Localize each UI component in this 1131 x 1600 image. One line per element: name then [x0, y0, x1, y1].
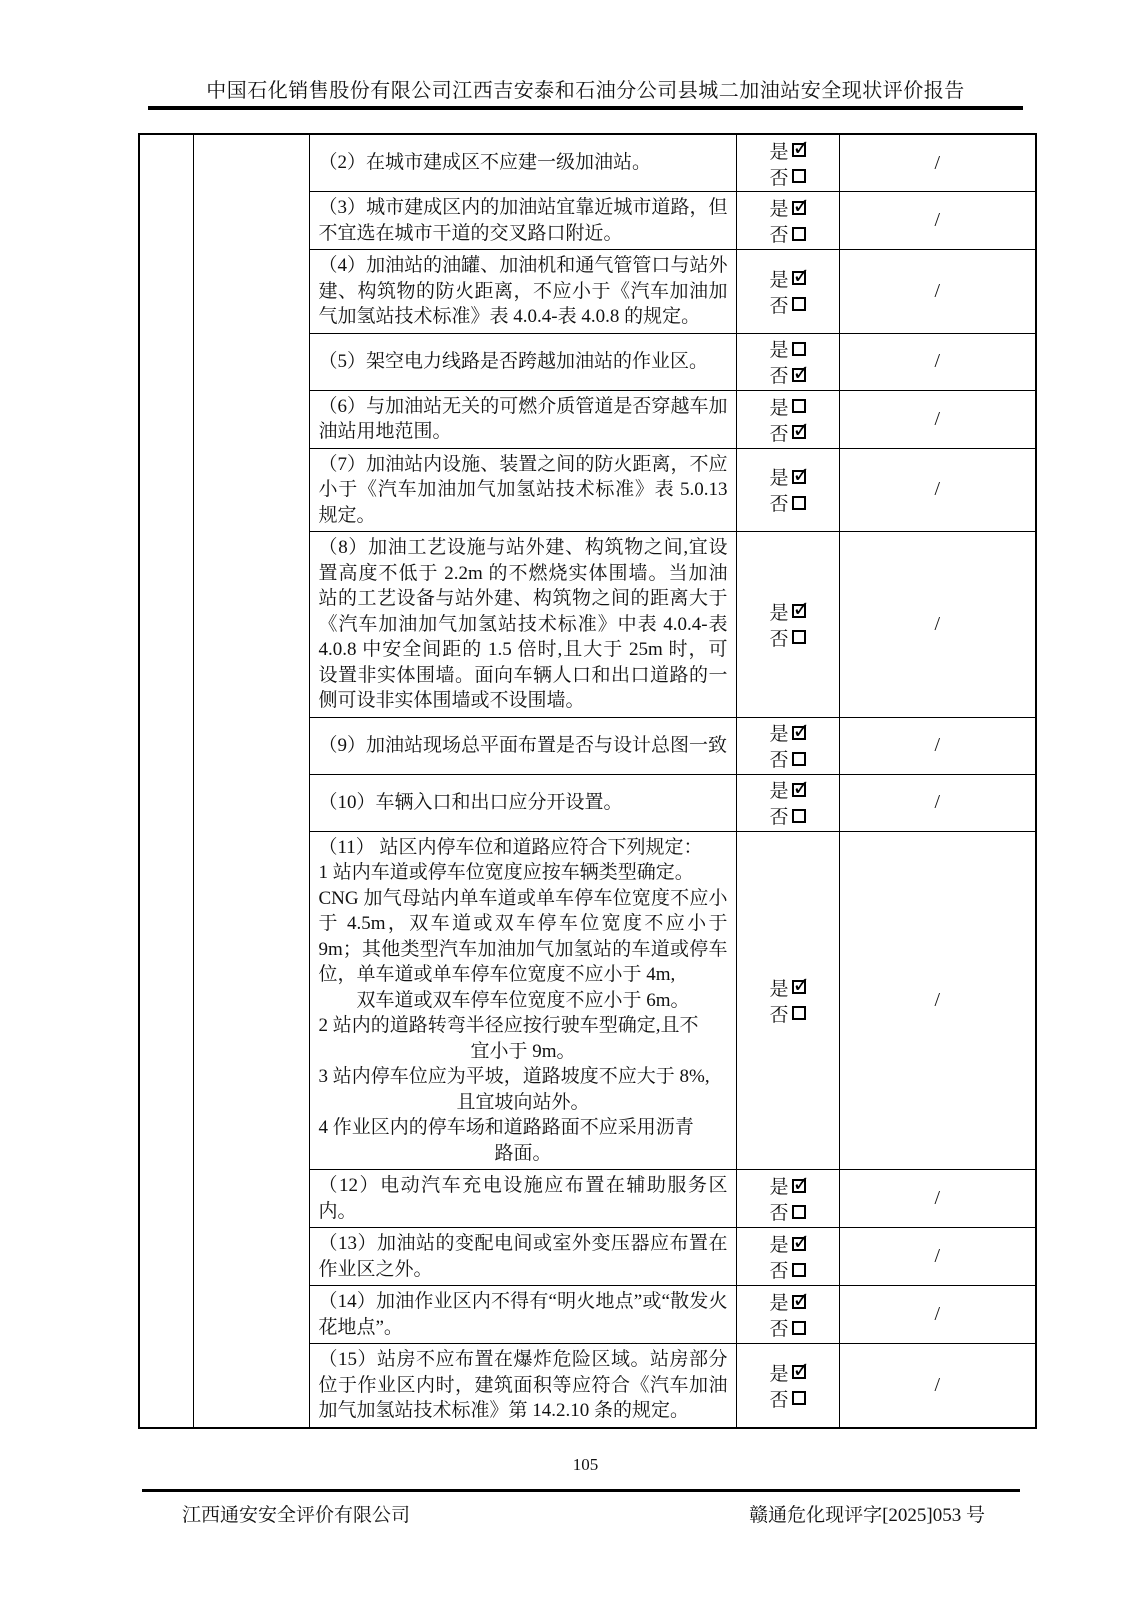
- result-value: /: [839, 1170, 1036, 1228]
- item-text: （11） 站区内停车位和道路应符合下列规定： 1 站内车道或停车位宽度应按车辆类型确定。 CNG 加气母站内单车道或单车停车位宽度不应小于 4.5m，双车道或双车停车位宽度不应小于 9m；其他类型汽车加油加气加氢站的车道或停车位，单车道或单车停车位宽度不应小于 4m, 双车道或双车停车位宽度不应小于 6m。 2 站内的道路转弯半径应按行驶车型确定,且不 宜小于 9m。 3 站内停车位应为平坡，道路坡度不应大于 8%, 且宜坡向站外。 4 作业区内的停车场和道路路面不应采用沥青 路面。: [309, 831, 736, 1170]
- yes-no-cell: [736, 1344, 839, 1428]
- yes-option: [737, 137, 839, 163]
- no-option: [737, 419, 839, 445]
- no-label: 否: [769, 1389, 789, 1411]
- no-option: [737, 1199, 839, 1225]
- yes-label: 是: [769, 397, 789, 419]
- yes-label: 是: [769, 978, 789, 1000]
- no-checkbox[interactable]: [792, 752, 806, 766]
- no-checkbox[interactable]: [792, 227, 806, 241]
- yes-label: 是: [769, 1363, 789, 1385]
- yes-checkbox[interactable]: [792, 143, 806, 157]
- no-label: 否: [769, 494, 789, 516]
- no-label: 否: [769, 1319, 789, 1340]
- no-label: 否: [769, 807, 789, 828]
- yes-checkbox[interactable]: [792, 1179, 806, 1193]
- yes-no-cell: [736, 831, 839, 1170]
- yes-checkbox[interactable]: [792, 470, 806, 484]
- no-option: [737, 1385, 839, 1411]
- no-option: [737, 1000, 839, 1026]
- yes-no-cell: [736, 390, 839, 448]
- table-row: [139, 134, 1036, 192]
- yes-checkbox[interactable]: [792, 726, 806, 740]
- no-checkbox[interactable]: [792, 368, 806, 382]
- no-label: 否: [769, 1203, 789, 1224]
- no-option: [737, 221, 839, 247]
- yes-option: [737, 1231, 839, 1257]
- yes-label: 是: [769, 781, 789, 802]
- page-number: 105: [572, 1455, 599, 1474]
- yes-checkbox[interactable]: [792, 980, 806, 994]
- result-value: /: [839, 448, 1036, 532]
- no-checkbox[interactable]: [792, 809, 806, 823]
- result-value: /: [839, 532, 1036, 718]
- no-option: [737, 1257, 839, 1283]
- no-label: 否: [769, 366, 789, 387]
- item-text: （7）加油站内设施、装置之间的防火距离，不应小于《汽车加油加气加氢站技术标准》表 5.0.13 规定。: [309, 448, 736, 532]
- no-checkbox[interactable]: [792, 1263, 806, 1277]
- result-value: /: [839, 1228, 1036, 1286]
- yes-option: [737, 598, 839, 624]
- result-value: /: [839, 717, 1036, 774]
- item-text: （10）车辆入口和出口应分开设置。: [309, 774, 736, 831]
- no-option: [737, 746, 839, 772]
- yes-label: 是: [769, 468, 789, 490]
- yes-checkbox[interactable]: [792, 1295, 806, 1309]
- item-text: （13）加油站的变配电间或室外变压器应布置在作业区之外。: [309, 1228, 736, 1286]
- result-value: /: [839, 1286, 1036, 1344]
- no-option: [737, 163, 839, 189]
- yes-checkbox[interactable]: [792, 1365, 806, 1379]
- yes-no-cell: [736, 1286, 839, 1344]
- yes-no-cell: [736, 134, 839, 192]
- footer-company: 江西通安安全评价有限公司: [182, 1505, 411, 1526]
- item-text: （14）加油作业区内不得有“明火地点”或“散发火花地点”。: [309, 1286, 736, 1344]
- no-option: [737, 624, 839, 650]
- no-label: 否: [769, 628, 789, 650]
- yes-label: 是: [769, 724, 789, 745]
- yes-no-cell: [736, 532, 839, 718]
- item-text: （12）电动汽车充电设施应布置在辅助服务区内。: [309, 1170, 736, 1228]
- header-rule: [148, 106, 1023, 110]
- item-text: （2）在城市建成区不应建一级加油站。: [309, 134, 736, 192]
- yes-no-cell: [736, 1228, 839, 1286]
- yes-option: [737, 195, 839, 221]
- no-label: 否: [769, 750, 789, 771]
- yes-no-cell: [736, 333, 839, 390]
- no-label: 否: [769, 225, 789, 246]
- yes-no-cell: [736, 717, 839, 774]
- no-checkbox[interactable]: [792, 1006, 806, 1020]
- no-option: [737, 291, 839, 317]
- no-option: [737, 1315, 839, 1341]
- yes-option: [737, 464, 839, 490]
- yes-option: [737, 777, 839, 803]
- no-checkbox[interactable]: [792, 1391, 806, 1405]
- item-text: （5）架空电力线路是否跨越加油站的作业区。: [309, 333, 736, 390]
- no-label: 否: [769, 295, 789, 317]
- no-checkbox[interactable]: [792, 425, 806, 439]
- yes-option: [737, 1289, 839, 1315]
- no-checkbox[interactable]: [792, 496, 806, 510]
- yes-option: [737, 1359, 839, 1385]
- item-text: （4）加油站的油罐、加油机和通气管管口与站外建、构筑物的防火距离，不应小于《汽车加油加气加氢站技术标准》表 4.0.4-表 4.0.8 的规定。: [309, 250, 736, 334]
- yes-no-cell: [736, 448, 839, 532]
- yes-option: [737, 1173, 839, 1199]
- item-text: （9）加油站现场总平面布置是否与设计总图一致: [309, 717, 736, 774]
- yes-option: [737, 720, 839, 746]
- yes-label: 是: [769, 1293, 789, 1314]
- yes-label: 是: [769, 1177, 789, 1198]
- yes-checkbox[interactable]: [792, 271, 806, 285]
- result-value: /: [839, 250, 1036, 334]
- report-title: 中国石化销售股份有限公司江西吉安泰和石油分公司县城二加油站安全现状评价报告: [206, 80, 965, 102]
- footer-doc-number: 赣通危化现评字[2025]053 号: [749, 1505, 985, 1526]
- yes-option: [737, 265, 839, 291]
- result-value: /: [839, 333, 1036, 390]
- yes-option: [737, 393, 839, 419]
- result-value: /: [839, 390, 1036, 448]
- no-option: [737, 803, 839, 829]
- category-column: [193, 134, 309, 1428]
- result-value: /: [839, 134, 1036, 192]
- yes-checkbox[interactable]: [792, 783, 806, 797]
- yes-label: 是: [769, 269, 789, 291]
- yes-checkbox[interactable]: [792, 604, 806, 618]
- no-checkbox[interactable]: [792, 1321, 806, 1335]
- item-text: （8）加油工艺设施与站外建、构筑物之间,宜设置高度不低于 2.2m 的不燃烧实体围墙。当加油站的工艺设备与站外建、构筑物之间的距离大于《汽车加油加气加氢站技术标准》中表 4.0.4-表 4.0.8 中安全间距的 1.5 倍时,且大于 25m 时，可设置非实体围墙。面向车辆人口和出口道路的一侧可设非实体围墙或不设围墙。: [309, 532, 736, 718]
- footer-rule: [142, 1489, 1020, 1492]
- no-option: [737, 362, 839, 388]
- yes-label: 是: [769, 602, 789, 624]
- no-checkbox[interactable]: [792, 1205, 806, 1219]
- yes-checkbox[interactable]: [792, 1237, 806, 1251]
- yes-option: [737, 974, 839, 1000]
- serial-column: [139, 134, 193, 1428]
- no-label: 否: [769, 1004, 789, 1026]
- yes-label: 是: [769, 141, 789, 163]
- no-label: 否: [769, 167, 789, 189]
- item-text: （15）站房不应布置在爆炸危险区域。站房部分位于作业区内时，建筑面积等应符合《汽车加油加气加氢站技术标准》第 14.2.10 条的规定。: [309, 1344, 736, 1428]
- yes-label: 是: [769, 340, 789, 361]
- yes-checkbox[interactable]: [792, 399, 806, 413]
- result-value: /: [839, 1344, 1036, 1428]
- yes-label: 是: [769, 199, 789, 220]
- item-text: （6）与加油站无关的可燃介质管道是否穿越车加油站用地范围。: [309, 390, 736, 448]
- yes-no-cell: [736, 250, 839, 334]
- yes-option: [737, 336, 839, 362]
- result-value: /: [839, 192, 1036, 250]
- yes-checkbox[interactable]: [792, 342, 806, 356]
- yes-no-cell: [736, 192, 839, 250]
- result-value: /: [839, 831, 1036, 1170]
- yes-label: 是: [769, 1235, 789, 1256]
- no-label: 否: [769, 423, 789, 445]
- no-option: [737, 490, 839, 516]
- yes-checkbox[interactable]: [792, 201, 806, 215]
- checklist-table: [138, 133, 1037, 1429]
- no-checkbox[interactable]: [792, 169, 806, 183]
- no-checkbox[interactable]: [792, 630, 806, 644]
- item-text: （3）城市建成区内的加油站宜靠近城市道路，但不宜选在城市干道的交叉路口附近。: [309, 192, 736, 250]
- no-checkbox[interactable]: [792, 297, 806, 311]
- yes-no-cell: [736, 774, 839, 831]
- yes-no-cell: [736, 1170, 839, 1228]
- no-label: 否: [769, 1261, 789, 1282]
- result-value: /: [839, 774, 1036, 831]
